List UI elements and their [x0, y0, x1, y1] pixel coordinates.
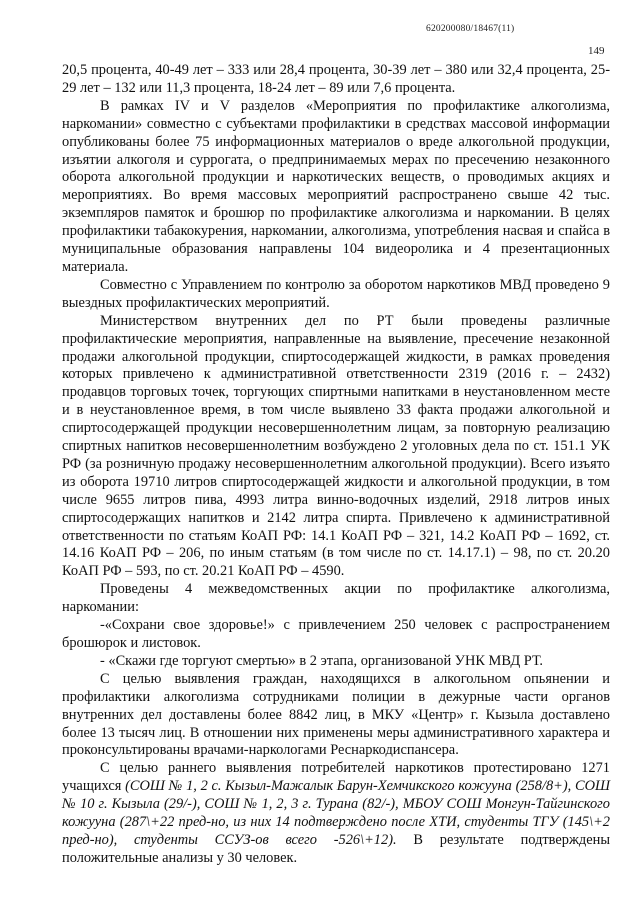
drug-testing-intro: С целью раннего выявления потребителей наркотиков протестировано 1271 учащихся — [62, 760, 610, 795]
paragraph-media-materials: В рамках IV и V разделов «Мероприятия по профилактике алкоголизма, наркомании» совместно с субъектами профилактики в средствах массовой информации опубликованы более 75 информационных материалов о вреде алкогольной продукции, изъятии алкоголя и суррогата, о предпринимаемых мерах по пресечению незаконного оборота алкогольной продукции и наркотических веществ, о проводимых акциях и мероприятиях. Во время массовых мероприятий распространено свыше 42 тыс. экземпляров памяток и брошюр по профилактике алкоголизма и наркомании. В целях профилактики табакокурения, наркомании, алкоголизма, употребления насвая и спайса в муниципальные образования направлены 104 видеоролика и 4 презентационных материала. — [62, 97, 610, 275]
drug-testing-result: В результате подтверждены положительные анализы у 30 человек. — [62, 831, 610, 866]
list-item-action-1: -«Сохрани свое здоровье!» с привлечением 250 человек с распространением брошюрок и листовок. — [62, 617, 610, 651]
page-number: 149 — [588, 45, 605, 57]
document-id: 620200080/18467(11) — [426, 24, 515, 34]
body-text — [62, 62, 610, 868]
drug-testing-schools-list: (СОШ № 1, 2 с. Кызыл-Мажалык Барун-Хемчикского кожууна (258/8+), СОШ № 10 г. Кызыла (29/-), СОШ № 1, 2, 3 г. Турана (82/-), МБОУ СОШ Монгун-Тайгинского кожууна (287\+22 пред-но, из них 14 подтверждено после ХТИ, студенты ТГУ (145\+2 пред-но), студенты ССУЗ-ов всего -526\+12). — [62, 778, 610, 848]
paragraph-drug-testing — [62, 760, 610, 867]
paragraph-interagency-actions: Проведены 4 межведомственных акции по профилактике алкоголизма, наркомании: — [62, 581, 610, 616]
paragraph-age-stats: 20,5 процента, 40-49 лет – 333 или 28,4 процента, 30-39 лет – 380 или 32,4 процента, 25-29 лет – 132 или 11,3 процента, 18-24 лет – 89 или 7,6 процента. — [62, 62, 610, 96]
paragraph-field-events: Совместно с Управлением по контролю за оборотом наркотиков МВД проведено 9 выездных профилактических мероприятий. — [62, 276, 610, 311]
list-item-action-2: - «Скажи где торгуют смертью» в 2 этапа, организованой УНК МВД РТ. — [100, 652, 543, 669]
paragraph-mvd-measures: Министерством внутренних дел по РТ были проведены различные профилактические мероприятия, направленные на выявление, пресечение незаконной продажи алкогольной продукции, спиртосодержащей жидкости, в рамках проведения которых привлечено к административной ответственности 2319 (2016 г. – 2432) продавцов торговых точек, торгующих спиртными напитками в неустановленном месте и в неустановленное время, в том числе выявлено 33 факта продажи алкогольной и спиртосодержащей продукции несовершеннолетним лицам, за повторную реализацию спиртных напитков несовершеннолетним возбуждено 2 уголовных дела по ст. 151.1 УК РФ (за розничную продажу несовершеннолетним алкогольной продукции). Всего изъято из оборота 19710 литров спиртосодержащей жидкости и алкогольной продукции, в том числе 9655 литров пива, 4993 литра винно-водочных изделий, 2918 литров иных спиртосодержащих напитков и 2142 литра спирта. Привлечено к административной ответственности по статьям КоАП РФ: 14.1 КоАП РФ – 321, 14.2 КоАП РФ – 1692, ст. 14.16 КоАП РФ – 206, по иным статьям (в том числе по ст. 14.17.1) – 98, по ст. 20.20 КоАП РФ – 593, по ст. 20.21 КоАП РФ – 4590. — [62, 312, 610, 580]
paragraph-detention-stats: С целью выявления граждан, находящихся в алкогольном опьянении и профилактики алкоголизма сотрудниками полиции в дежурные части органов внутренних дел доставлены более 8842 лиц, в МКУ «Центр» г. Кызыла доставлено более 13 тысяч лиц. В отношении них применены меры административного характера и проконсультированы врачами-наркологами Реснаркодиспансера. — [62, 670, 610, 759]
